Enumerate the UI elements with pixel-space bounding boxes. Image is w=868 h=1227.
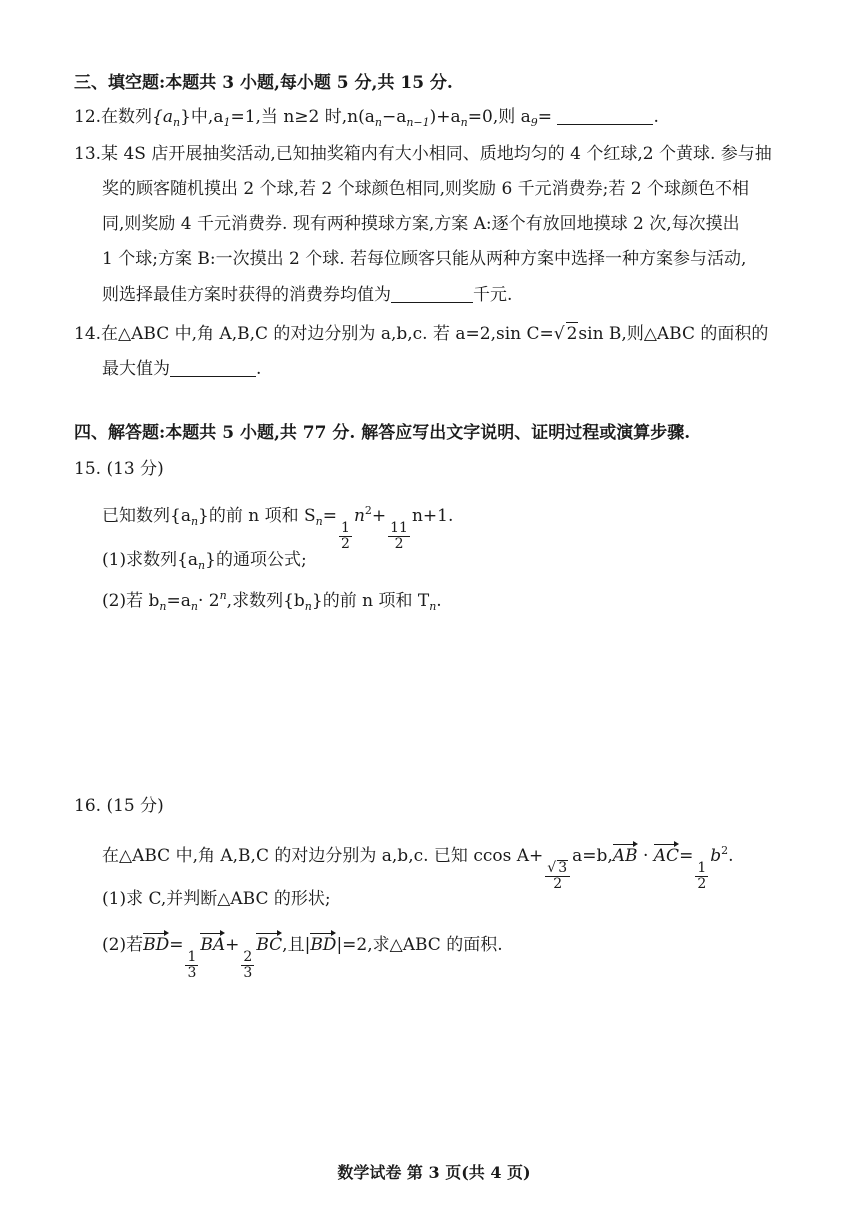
q12-text: )+a (429, 107, 461, 127)
q13-line2: 奖的顾客随机摸出 2 个球,若 2 个球颜色相同,则奖励 6 千元消费券;若 2 个球颜色不相 (102, 179, 750, 199)
q15-text: · 2 (197, 591, 220, 611)
q12-end: . (653, 107, 659, 127)
q13-line4: 1 个球;方案 B:一次摸出 2 个球. 若每位顾客只能从两种方案中选择一种方案参与活动, (102, 249, 747, 269)
q14-number: 14. (74, 324, 102, 344)
q15-text: }的前 n 项和 S (198, 506, 316, 526)
q16-text: (2)若 (102, 935, 144, 955)
q16-text: 在△ABC 中,角 A,B,C 的对边分别为 a,b,c. 已知 ccos A+ (102, 846, 544, 866)
q16-frac2: $\frac{1}{2}$ (697, 860, 707, 892)
q14-sqrt: 2 (566, 324, 578, 344)
q16-part1: (1)求 C,并判断△ABC 的形状; (102, 889, 331, 909)
q12-answer-blank[interactable] (557, 106, 653, 125)
q12-text: 在数列 (101, 107, 153, 127)
q16-text: = (679, 846, 694, 866)
q12-text: =1,当 n≥2 时,n(a (230, 107, 375, 127)
q13-line1 (74, 143, 772, 165)
section3-heading: 三、填空题:本题共 3 小题,每小题 5 分,共 15 分. (74, 73, 453, 93)
q13-line3: 同,则奖励 4 千元消费券. 现有两种摸球方案,方案 A:逐个有放回地摸球 2 次,每次摸出 (102, 214, 740, 234)
q13-line5 (102, 284, 512, 306)
q12-line: 12.在数列$\{a_n\}$中$,a_1=1$,当 n≥2 时$,n(a_n-a_{n-1})+a_n=0$,则 $a_9=$ . (74, 107, 659, 129)
q15-text: =a (166, 591, 191, 611)
q16-text: b (710, 846, 722, 866)
q13-answer-blank[interactable] (391, 284, 473, 303)
q13-text: 某 4S 店开展抽奖活动,已知抽奖箱内有大小相同、质地均匀的 4 个红球,2 个黄球. 参与抽 (101, 144, 772, 164)
section4-heading: 四、解答题:本题共 5 小题,共 77 分. 解答应写出文字说明、证明过程或演算步骤. (74, 423, 691, 443)
q13-number: 13. (74, 144, 102, 164)
q15-frac1: $\frac{1}{2}$ (341, 520, 350, 552)
q16-vector-ac: AC (653, 846, 680, 866)
q12-text: }中,a (180, 107, 224, 127)
q14-text: 在△ABC 中,角 A,B,C 的对边分别为 a,b,c. 若 a=2,sin C= (101, 324, 554, 344)
q14-text: sin B,则△ABC 的面积的 (578, 324, 769, 344)
q15-stem: 已知数列$\{a_n\}$的前 n 项和 $S_n=$ $\frac{1}{2}$ $n^2+$ $\frac{11}{2}$ n+1. (102, 504, 454, 552)
q16-text: · (642, 846, 649, 866)
q16-vector-ba: BA (200, 935, 226, 955)
q15-text: n (353, 506, 365, 526)
q16-text: . (728, 846, 734, 866)
q15-text: = (322, 506, 338, 526)
q16-text: + (225, 935, 240, 955)
q16-frac4: $\frac{2}{3}$ (243, 949, 253, 981)
q16-stem: 在△ABC 中,角 A,B,C 的对边分别为 a,b,c. 已知 ccos A+ $\frac{√ 3}{2}$ a=b,AB · AC= $\frac{1}{2}$ $b^2$. (102, 844, 734, 892)
q16-header: 16. (15 分) (74, 796, 164, 816)
q15-text: . (436, 591, 442, 611)
page-footer: 数学试卷 第 3 页(共 4 页) (337, 1163, 531, 1182)
q16-vector-bc: BC (256, 935, 283, 955)
q13-text: 千元. (473, 285, 513, 305)
q15-text: (1)求数列{a (102, 550, 199, 570)
q15-text: n+1. (411, 506, 454, 526)
q14-line2 (102, 358, 261, 380)
q16-frac1: $\frac{√ 3}{2}$ (545, 860, 570, 892)
q16-text: |=2,求△ABC 的面积. (336, 935, 503, 955)
q15-frac2: $\frac{11}{2}$ (390, 520, 408, 552)
q16-frac3: $\frac{1}{3}$ (187, 949, 197, 981)
q16-text: ,且| (282, 935, 311, 955)
q14-text: 最大值为 (102, 359, 170, 379)
q15-text: + (371, 506, 387, 526)
q16-vector-ab: AB (612, 846, 638, 866)
q12-number: 12. (74, 107, 102, 127)
q14-answer-blank[interactable] (170, 358, 256, 377)
q12-text: −a (381, 107, 407, 127)
q15-text: }的通项公式; (205, 550, 307, 570)
q16-part2 (102, 934, 503, 981)
q15-header: 15. (13 分) (74, 459, 164, 479)
q14-text: . (256, 359, 262, 379)
q15-part2: (2)若 $b_n=a_n\cdot 2^n$,求数列$\{b_n\}$的前 n 项和 $T_n$. (102, 589, 442, 613)
q16-vector-bd-abs: BD (310, 935, 337, 955)
q15-text: 已知数列{a (102, 506, 191, 526)
q16-vector-bd: BD (143, 935, 170, 955)
q15-part1: (1)求数列$\{a_n\}$的通项公式; (102, 550, 307, 572)
q12-text: = (537, 107, 553, 127)
q16-text: = (169, 935, 184, 955)
q12-text: =0,则 a (467, 107, 531, 127)
q15-text: ,求数列{b (226, 591, 305, 611)
q16-text: a=b, (572, 846, 613, 866)
q14-line1: 14.在△ABC 中,角 A,B,C 的对边分别为 a,b,c. 若 a=2,sin C=√ 2sin B,则△ABC 的面积的 (74, 324, 769, 344)
q12-seq: {a (152, 107, 173, 127)
q15-text: (2)若 b (102, 591, 160, 611)
q13-text: 则选择最佳方案时获得的消费券均值为 (102, 285, 391, 305)
q15-text: }的前 n 项和 T (311, 591, 430, 611)
